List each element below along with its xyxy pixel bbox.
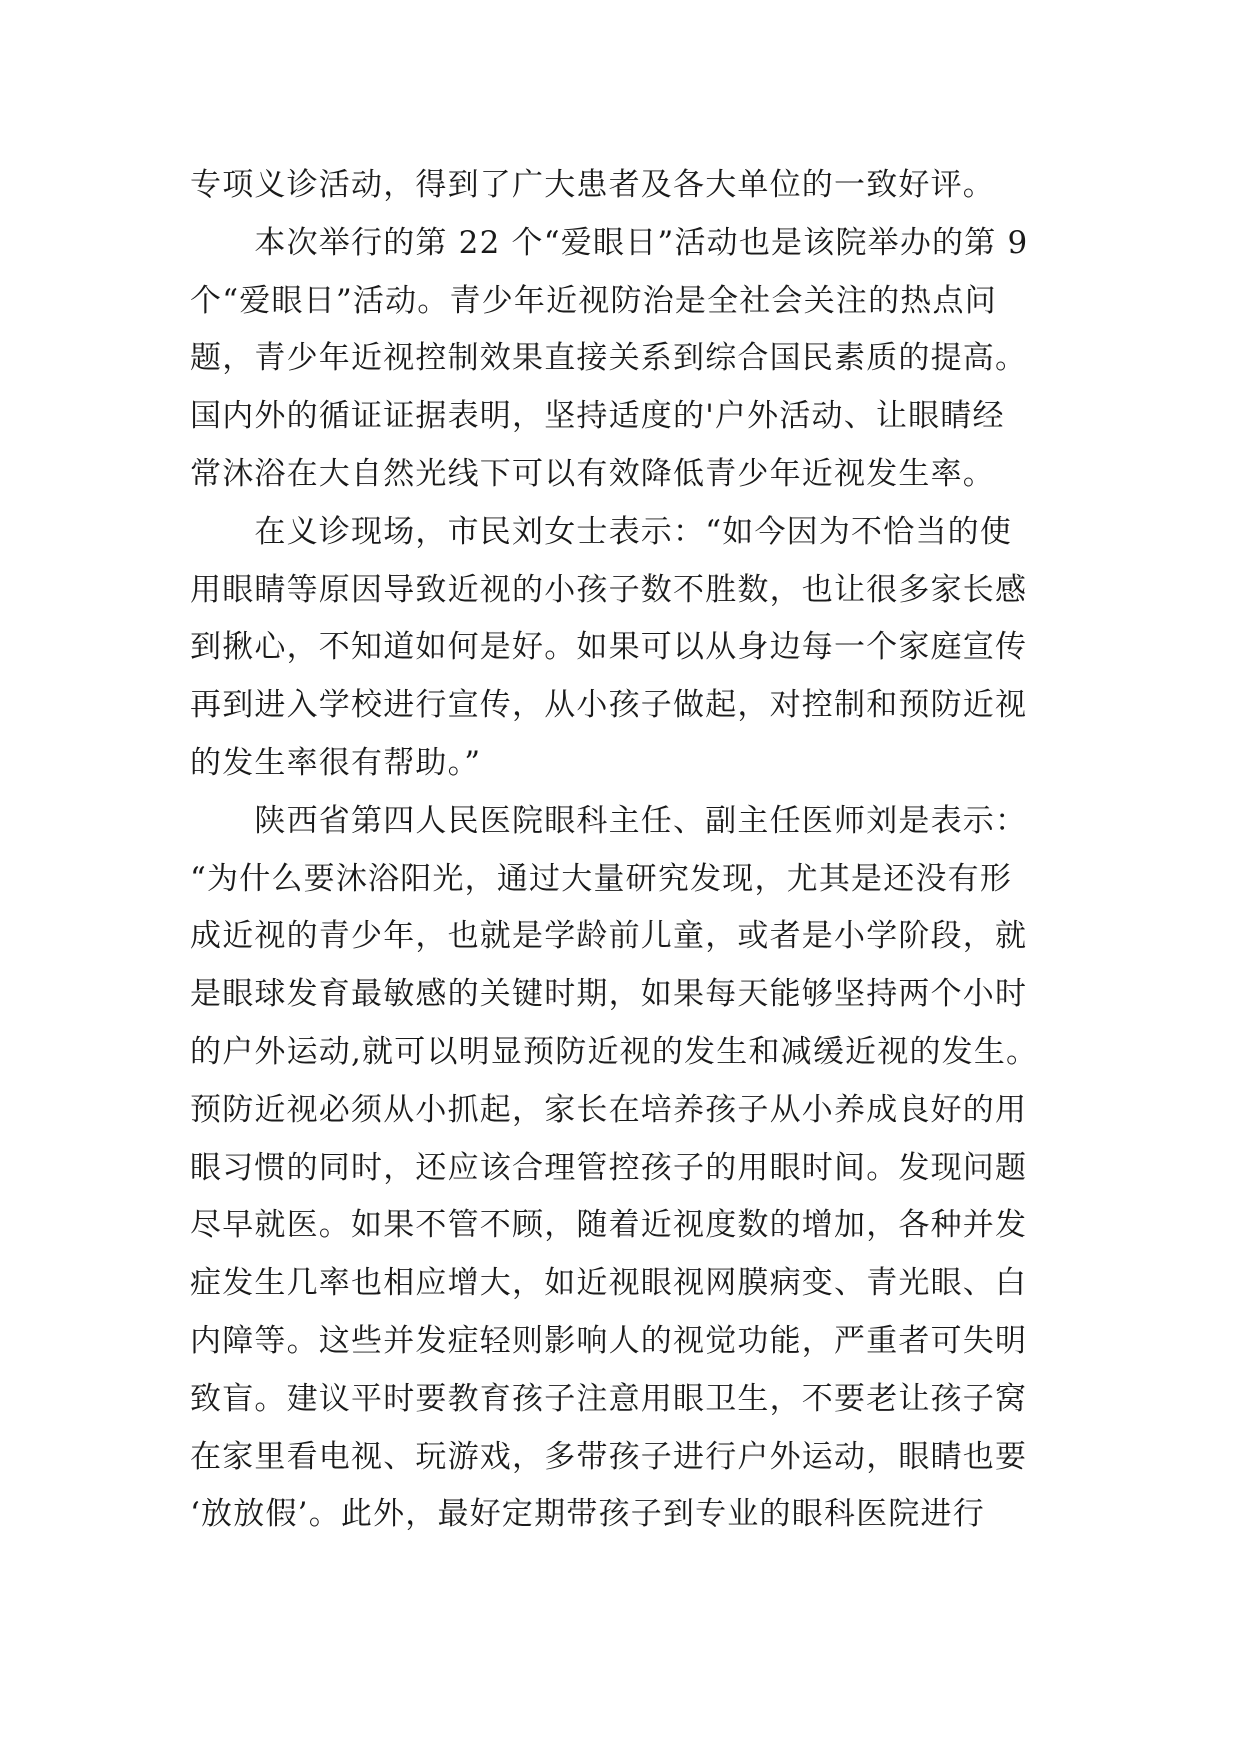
text-line: 题，青少年近视控制效果直接关系到综合国民素质的提高。 xyxy=(190,340,1028,377)
text-line: 本次举行的第 22 个“爱眼日”活动也是该院举办的第 9 xyxy=(190,224,1029,261)
text-line: 在义诊现场，市民刘女士表示：“如今因为不恰当的使 xyxy=(190,513,1013,550)
text-line: 到揪心，不知道如何是好。如果可以从身边每一个家庭宣传 xyxy=(190,629,1028,666)
text-line: 成近视的青少年，也就是学龄前儿童，或者是小学阶段，就 xyxy=(190,918,1028,955)
text-line: 常沐浴在大自然光线下可以有效降低青少年近视发生率。 xyxy=(190,455,995,492)
text-line: 的发生率很有帮助。” xyxy=(190,744,482,781)
text-line: “为什么要沐浴阳光，通过大量研究发现，尤其是还没有形 xyxy=(190,860,1013,897)
text-line: 预防近视必须从小抓起，家长在培养孩子从小养成良好的用 xyxy=(190,1091,1028,1128)
text-line: 用眼睛等原因导致近视的小孩子数不胜数，也让很多家长感 xyxy=(190,571,1028,608)
text-line: 陕西省第四人民医院眼科主任、副主任医师刘是表示： xyxy=(190,802,1028,839)
text-line: 的户外运动,就可以明显预防近视的发生和减缓近视的发生。 xyxy=(190,1033,1039,1070)
body-text xyxy=(190,157,1070,1544)
text-line: 个“爱眼日”活动。青少年近视防治是全社会关注的热点问 xyxy=(190,282,997,319)
text-line: 尽早就医。如果不管不顾，随着近视度数的增加，各种并发 xyxy=(190,1207,1028,1244)
text-line: ‘放放假’。此外，最好定期带孩子到专业的眼科医院进行 xyxy=(190,1496,985,1533)
text-line: 国内外的循证证据表明，坚持适度的'户外活动、让眼睛经 xyxy=(190,398,1005,435)
text-line: 是眼球发育最敏感的关键时期，如果每天能够坚持两个小时 xyxy=(190,976,1028,1013)
text-line: 内障等。这些并发症轻则影响人的视觉功能，严重者可失明 xyxy=(190,1322,1028,1359)
text-line: 眼习惯的同时，还应该合理管控孩子的用眼时间。发现问题 xyxy=(190,1149,1028,1186)
text-line: 专项义诊活动，得到了广大患者及各大单位的一致好评。 xyxy=(190,167,995,203)
text-line: 在家里看电视、玩游戏，多带孩子进行户外运动，眼睛也要 xyxy=(190,1438,1028,1475)
text-line: 致盲。建议平时要教育孩子注意用眼卫生，不要老让孩子窝 xyxy=(190,1380,1028,1417)
text-line: 症发生几率也相应增大，如近视眼视网膜病变、青光眼、白 xyxy=(190,1265,1028,1302)
text-line: 再到进入学校进行宣传，从小孩子做起，对控制和预防近视 xyxy=(190,687,1028,724)
